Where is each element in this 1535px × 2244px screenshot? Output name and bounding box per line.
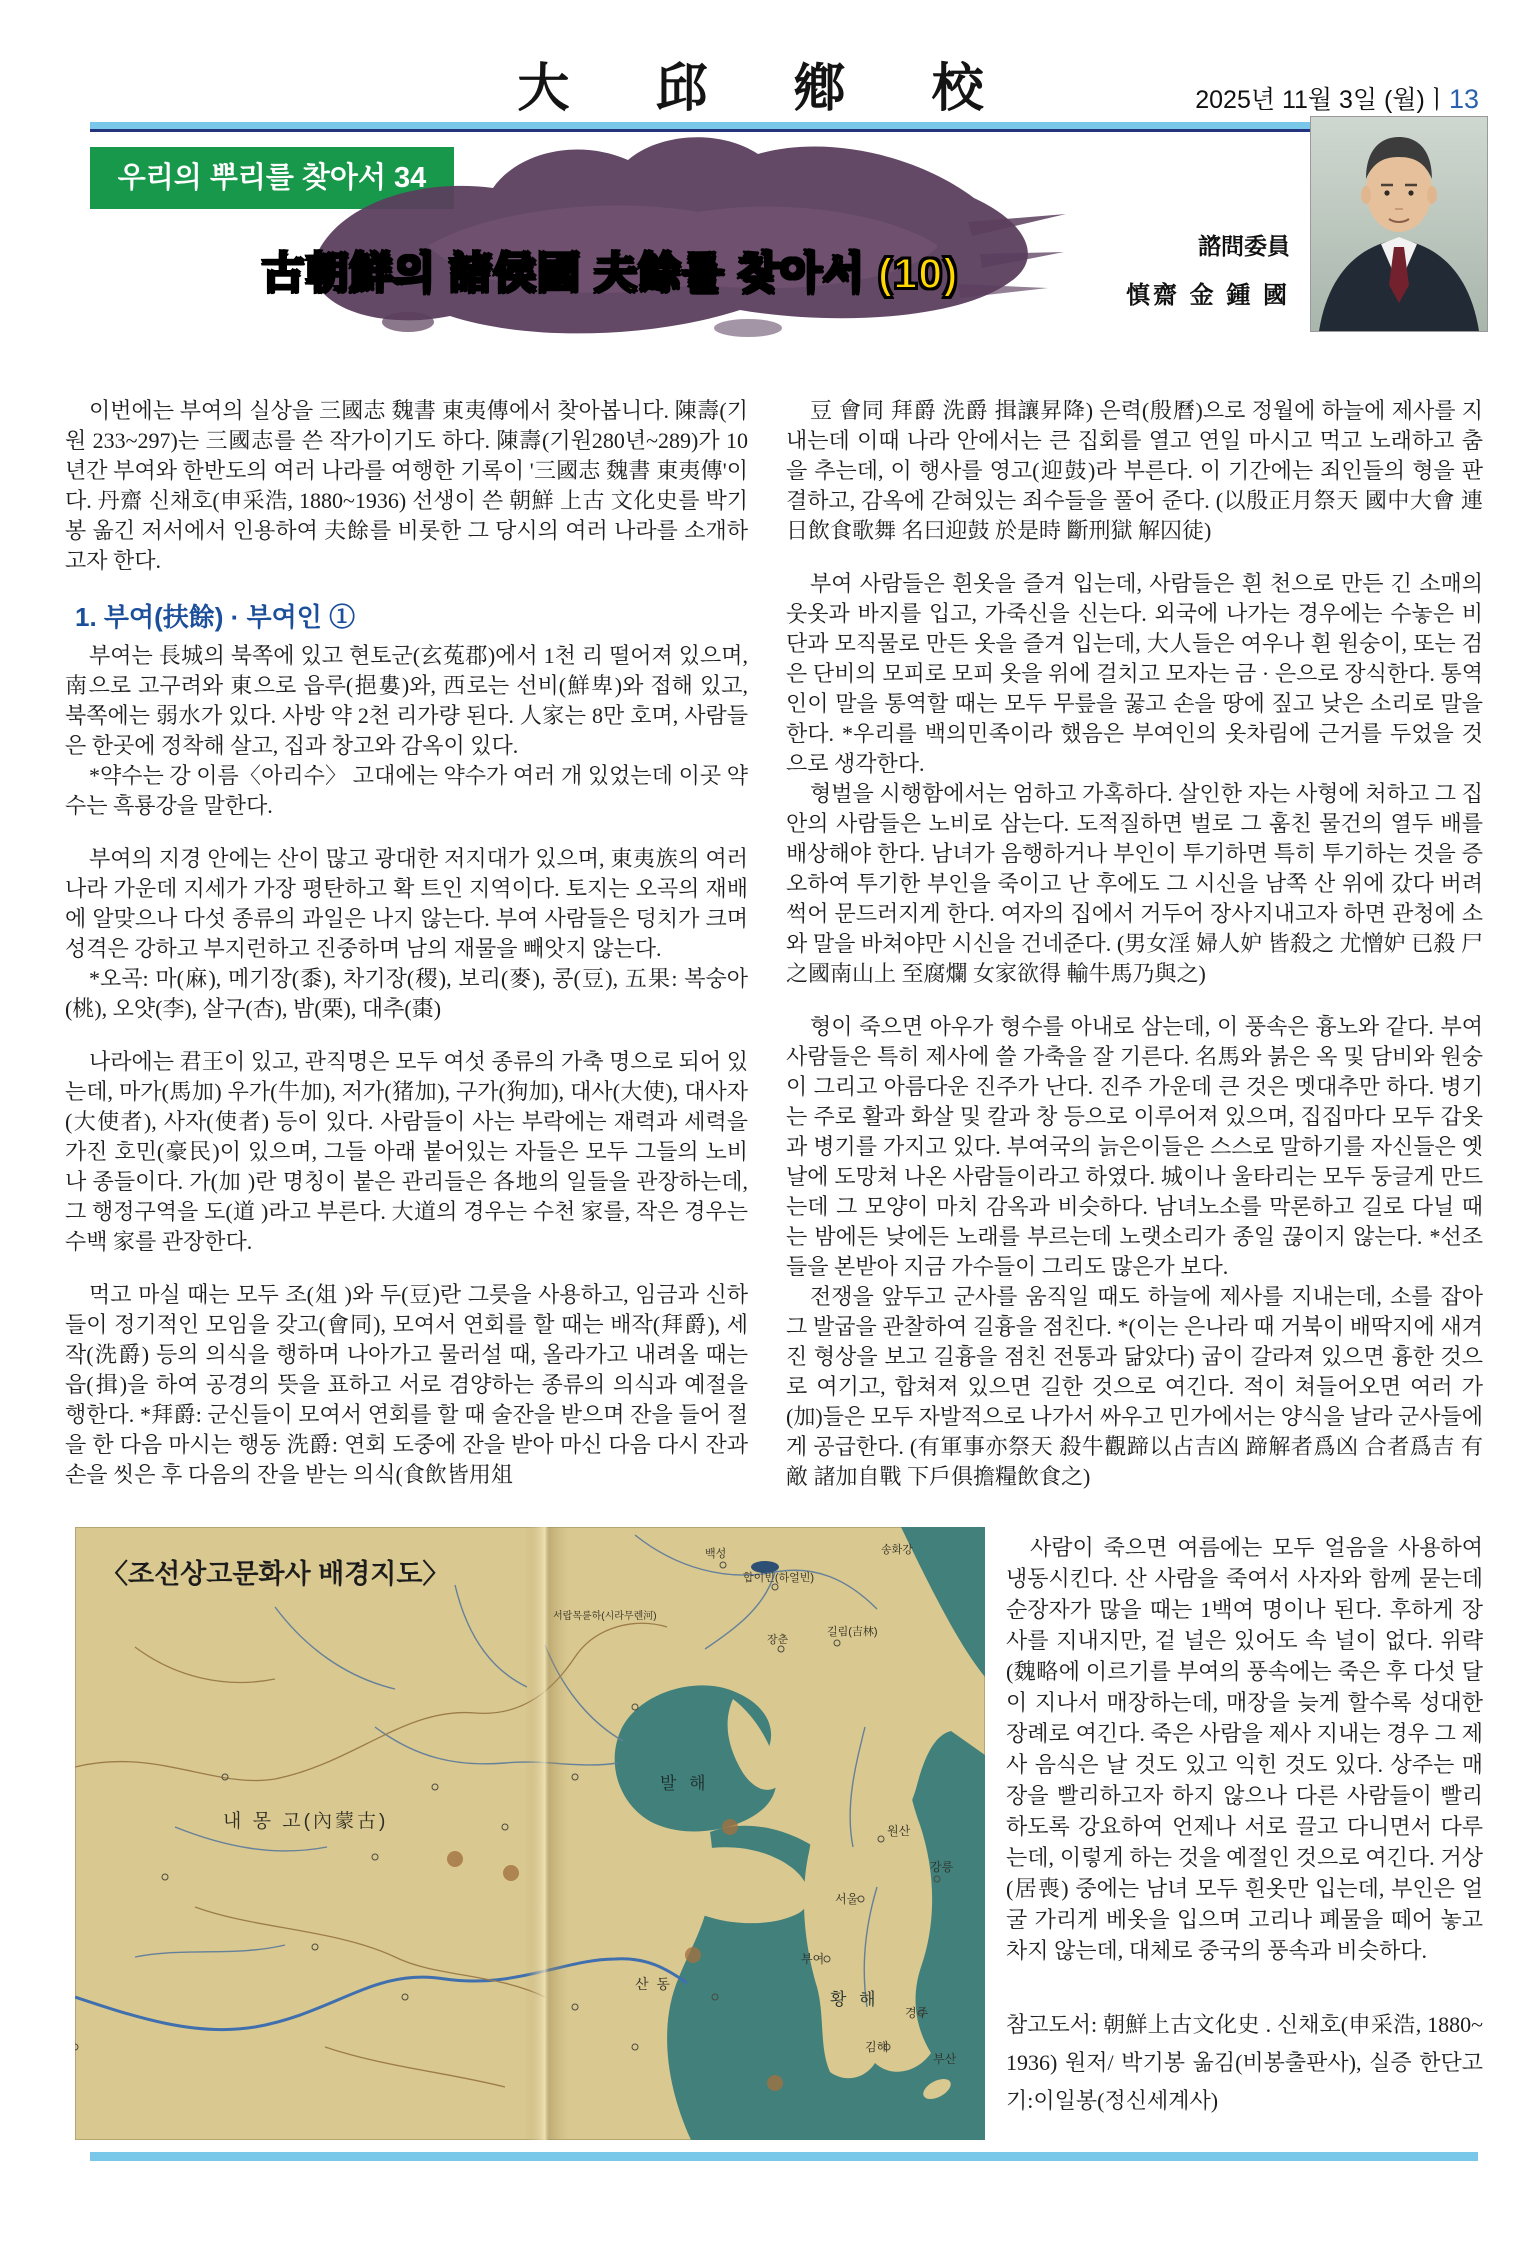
- series-banner: 우리의 뿌리를 찾아서 34: [90, 147, 454, 209]
- article-paragraph: 부여는 長城의 북쪽에 있고 현토군(玄菟郡)에서 1천 리 떨어져 있으며, 南으로 고구려와 東으로 읍루(挹婁)와, 西로는 선비(鮮卑)와 접해 있고, 북쪽에는 弱水가 있다. 사방 약 2천 리가량 된다. 人家는 8만 호며, 사람들은 한곳에 정착해 살고, 집과 창고와 감옥이 있다.: [65, 643, 748, 758]
- article-paragraph: 이번에는 부여의 실상을 三國志 魏書 東夷傳에서 찾아봅니다. 陳壽(기원 233~297)는 三國志를 쓴 작가이기도 하다. 陳壽(기원280년~289)가 10년간 부여와 한반도의 여러 나라를 여행한 기록이 '三國志 魏書 東夷傳'이다. 丹齋 신채호(申采浩, 1880~1936) 선생이 쓴 朝鮮 上古 文化史를 박기봉 옮긴 저서에서 인용하여 夫餘를 비롯한 그 당시의 여러 나라를 소개하고자 한다.: [65, 398, 748, 573]
- author-role: 諮問委員: [1198, 233, 1290, 259]
- map-label: 황 해: [830, 1990, 880, 2009]
- map-label: 내 몽 고(內蒙古): [223, 1811, 389, 1832]
- article-paragraph: 형벌을 시행함에서는 엄하고 가혹하다. 살인한 자는 사형에 처하고 그 집안의 사람들은 노비로 삼는다. 도적질하면 벌로 그 훔친 물건의 열두 배를 배상해야 한다. 남녀가 음행하거나 부인이 투기하면 특히 투기하는 것을 증오하여 투기한 부인을 죽이고 난 후에도 그 시신을 남쪽 산 위에 갔다 버려 썩어 문드러지게 한다. 여자의 집에서 거두어 장사지내고자 하면 관청에 소와 말을 바쳐야만 시신을 건네준다. (男女淫 婦人妒 皆殺之 尤憎妒 已殺 尸之國南山上 至腐爛 女家欲得 輸牛馬乃與之): [786, 781, 1483, 986]
- map-label: 길림(吉林): [827, 1626, 878, 1638]
- newspaper-masthead: 大 邱 鄕 校: [517, 58, 1018, 119]
- map-label: 송화강: [881, 1544, 913, 1556]
- page-number: 13: [1448, 84, 1479, 114]
- map-caption: 〈조선상고문화사 배경지도〉: [101, 1559, 450, 1589]
- map-label: 경주: [905, 2006, 929, 2020]
- article-title: 古朝鮮의 諸侯國 夫餘를 찾아서 (10): [261, 250, 959, 298]
- author-byline: [1040, 228, 1290, 310]
- article-paragraph: 부여 사람들은 흰옷을 즐겨 입는데, 사람들은 흰 천으로 만든 긴 소매의 웃옷과 바지를 입고, 가죽신을 신는다. 외국에 나가는 경우에는 수놓은 비단과 모직물로 만든 옷을 즐겨 입는데, 大人들은 여우나 흰 원숭이, 또는 검은 단비의 모피로 모피 옷을 위에 걸치고 모자는 금 · 은으로 장식한다. 통역인이 말을 통역할 때는 모두 무릎을 꿇고 손을 땅에 짚고 낮은 소리로 말을 한다. *우리를 백의민족이라 했음은 부여인의 옷차림에 근거를 두었을 것으로 생각한다.: [786, 571, 1483, 776]
- map-label: 부산: [933, 2052, 957, 2066]
- map-label: 원산: [887, 1824, 911, 1838]
- map-label: 발 해: [660, 1774, 710, 1793]
- author-name: 慎齋 金 鍾 國: [1125, 282, 1290, 309]
- map-label: 합이빈(하얼빈): [743, 1572, 815, 1584]
- article-paragraph: 먹고 마실 때는 모두 조(俎 )와 두(豆)란 그릇을 사용하고, 임금과 신하들이 정기적인 모임을 갖고(會同), 모여서 연회를 할 때는 배작(拜爵), 세작(洗爵) 등의 의식을 행하며 나아가고 물러설 때, 올라가고 내려올 때는 읍(揖)을 하여 공경의 뜻을 표하고 서로 겸양하는 종류의 의식과 예절을 행한다. *拜爵: 군신들이 모여서 연회를 할 때 술잔을 받으며 잔을 들어 절을 한 다음 마시는 행동 洗爵: 연회 도중에 잔을 받아 마신 다음 다시 잔과 손을 씻은 후 다음의 잔을 받는 의식(食飲皆用俎: [65, 1282, 748, 1487]
- reference-note: 참고도서: 朝鮮上古文化史 . 신채호(申采浩, 1880~1936) 원저/ 박기봉 옮김(비봉출판사), 실증 한단고기:이일봉(정신세계사): [1006, 2012, 1483, 2113]
- footer-rule: [90, 2152, 1478, 2161]
- dateline: [1195, 80, 1479, 116]
- article-paragraph: 형이 죽으면 아우가 형수를 아내로 삼는데, 이 풍속은 흉노와 같다. 부여 사람들은 특히 제사에 쓸 가축을 잘 기른다. 名馬와 붉은 옥 및 담비와 원숭이 그리고 아름다운 진주가 난다. 진주 가운데 큰 것은 멧대추만 하다. 병기는 주로 활과 화살 및 칼과 창 등으로 이루어져 있으며, 집집마다 모두 갑옷과 병기를 가지고 있다. 부여국의 늙은이들은 스스로 말하기를 자신들은 옛날에 도망쳐 나온 사람들이라고 하였다. 城이나 울타리는 모두 둥글게 만드는데 그 모양이 마치 감옥과 비슷하다. 남녀노소를 막론하고 길로 다닐 때는 밤에든 낮에든 노래를 부르는데 노랫소리가 종일 끊이지 않는다. *선조들을 본받아 지금 가수들이 그리도 많은가 보다.: [786, 1014, 1483, 1279]
- article-paragraph: 사람이 죽으면 여름에는 모두 얼음을 사용하여 냉동시킨다. 산 사람을 죽여서 사자와 함께 묻는데 순장자가 많을 때는 1백여 명이나 된다. 후하게 장사를 지내지만, 겉 널은 있어도 속 널이 없다. 위략(魏略에 이르기를 부여의 풍속에는 죽은 후 다섯 달이 지나서 매장하는데, 매장을 늦게 할수록 성대한 장례로 여긴다. 죽은 사람을 제사 지내는 경우 그 제사 음식은 날 것도 있고 익힌 것도 있다. 상주는 매장을 빨리하고자 하지 않으나 다른 사람들이 빨리하도록 강요하여 언제나 서로 끌고 다니면서 다루는데, 이렇게 하는 것을 예절인 것으로 여긴다. 거상(居喪) 중에는 남녀 모두 흰옷만 입는데, 부인은 얼굴 가리게 베옷을 입으며 고리나 폐물을 떼어 놓고 차지 않는데, 대체로 중국의 풍속과 비슷하다.: [1006, 1535, 1483, 1963]
- author-photo: [1310, 116, 1488, 332]
- article-footnote: *약수는 강 이름〈아리수〉 고대에는 약수가 여러 개 있었는데 이곳 약수는 흑룡강을 말한다.: [65, 763, 748, 818]
- map-label: 부여: [801, 1952, 825, 1966]
- map-label: 서랍목륜하(시라무렌河): [553, 1611, 657, 1622]
- map-label: 강릉: [930, 1860, 954, 1874]
- map-label: 서울: [835, 1892, 859, 1906]
- article-paragraph: 부여의 지경 안에는 산이 많고 광대한 저지대가 있으며, 東夷族의 여러 나라 가운데 지세가 가장 평탄하고 확 트인 지역이다. 토지는 오곡의 재배에 알맞으나 다섯 종류의 과일은 나지 않는다. 부여 사람들은 덩치가 크며 성격은 강하고 부지런하고 진중하며 남의 재물을 빼앗지 않는다.: [65, 846, 748, 961]
- map-label: 산 동: [635, 1976, 672, 1992]
- article-left-column: [65, 396, 748, 1490]
- article-paragraph: 豆 會同 拜爵 洗爵 揖讓昇降) 은력(殷曆)으로 정월에 하늘에 제사를 지내는데 이때 나라 안에서는 큰 집회를 열고 연일 마시고 먹고 노래하고 춤을 추는데, 이 행사를 영고(迎鼓)라 부른다. 이 기간에는 죄인들의 형을 판결하고, 감옥에 갇혀있는 죄수들을 풀어 준다. (以殷正月祭天 國中大會 連日飲食歌舞 名曰迎鼓 於是時 斷刑獄 解囚徒): [786, 398, 1483, 543]
- map-label: 김해: [865, 2040, 889, 2054]
- article-paragraph: 전쟁을 앞두고 군사를 움직일 때도 하늘에 제사를 지내는데, 소를 잡아 그 발굽을 관찰하여 길흉을 점친다. *(이는 은나라 때 거북이 배딱지에 새겨진 형상을 보고 길흉을 점친 전통과 닮았다) 굽이 갈라져 있으면 흉한 것으로 여기고, 합쳐져 있으면 길한 것으로 여긴다. 적이 쳐들어오면 여러 가(加)들은 모두 자발적으로 나가서 싸우고 민가에서는 양식을 날라 군사들에게 공급한다. (有軍事亦祭天 殺牛觀蹄以占吉凶 蹄解者爲凶 合者爲吉 有敵 諸加自戰 下戶俱擔糧飲食之): [786, 1284, 1483, 1489]
- article-right-column-wrapped: [1006, 1532, 1483, 2120]
- article-paragraph: 나라에는 君王이 있고, 관직명은 모두 여섯 종류의 가축 명으로 되어 있는데, 마가(馬加) 우가(牛加), 저가(猪加), 구가(狗加), 대사(大使), 대사자(大使者), 사자(使者) 등이 있다. 사람들이 사는 부락에는 재력과 세력을 가진 호민(豪民)이 있으며, 그들 아래 붙어있는 자들은 모두 그들의 노비나 종들이다. 가(加 )란 명칭이 붙은 관리들은 各地의 일들을 관장하는데, 그 행정구역을 도(道 )라고 부른다. 大道의 경우는 수천 家를, 작은 경우는 수백 家를 관장한다.: [65, 1049, 748, 1254]
- map-label: 장춘: [767, 1634, 789, 1646]
- section-heading: 1. 부여(扶餘) · 부여인 ①: [75, 602, 356, 632]
- article-footnote: *오곡: 마(麻), 메기장(黍), 차기장(稷), 보리(麥), 콩(豆), 五果: 복숭아(桃), 오얏(李), 살구(杏), 밤(栗), 대추(棗): [65, 966, 748, 1021]
- article-right-column: [786, 396, 1483, 1492]
- background-map: [75, 1527, 985, 2140]
- date-text: 2025년 11월 3일 (월)ㅣ: [1195, 86, 1449, 114]
- map-label: 백성: [705, 1548, 727, 1560]
